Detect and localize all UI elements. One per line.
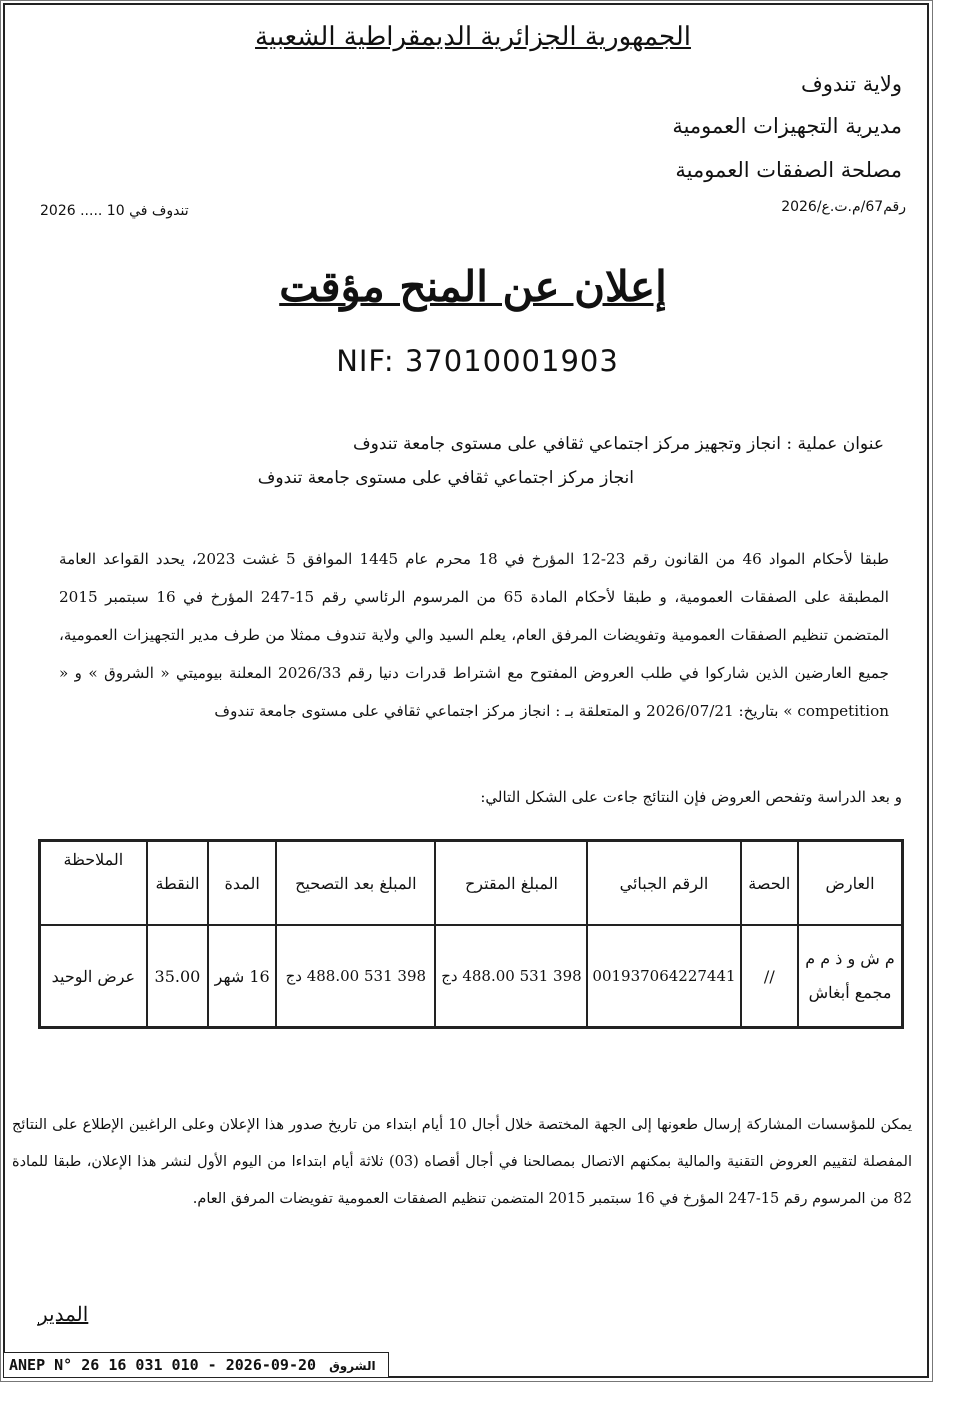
col-bidder: العارض [798,841,902,926]
cell-bidder [798,925,902,1028]
cell-notes: عرض الوحيد [40,925,147,1028]
document-title: إعلان عن المنح مؤقت [279,262,667,311]
cell-tax-id: 001937064227441 [587,925,740,1028]
directorate-label: مديرية التجهيزات العمومية [672,114,902,138]
table-row [40,925,903,1028]
results-intro: و بعد الدراسة وتفحص العروض فإن النتائج جاءت على الشكل التالي: [480,788,902,806]
cell-score: 35.00 [147,925,208,1028]
col-notes: الملاحظة [40,841,147,926]
nif-number: NIF: 37010001903 [336,344,619,378]
results-table [38,839,904,1029]
place-date: تندوف في 10 ..... 2026 [40,203,189,219]
table-header-row [40,841,903,926]
operation-title: عنوان عملية : انجاز وتجهيز مركز اجتماعي ثقافي على مستوى جامعة تندوف [353,434,884,454]
cell-duration: 16 شهر [208,925,276,1028]
service-label: مصلحة الصفقات العمومية [675,158,902,182]
col-lot: الحصة [741,841,799,926]
col-corrected: المبلغ بعد التصحيح [276,841,435,926]
newspaper-logo: الشروق [329,1359,376,1373]
anep-number: ANEP N° 26 16 031 010 - 2026-09-20 [9,1356,317,1374]
cell-corrected: 398 531 488.00 دج [276,925,435,1028]
cell-proposed: 398 531 488.00 دج [435,925,587,1028]
anep-stamp [3,1352,389,1378]
republic-header: الجمهورية الجزائرية الديمقراطية الشعبية [255,22,691,52]
bidder-name: مجمع أبغاش [808,983,892,1002]
appeal-paragraph: يمكن للمؤسسات المشاركة إرسال طعونها إلى الجهة المختصة خلال أجال 10 أيام ابتداء من تاريخ صدور هذا الإعلان وعلى الراغبين الإطلاع على النتائج المفصلة لتقييم العروض التقنية والمالية بمكنهم الاتصال بمصالحنا في أجال أقصاه (03) ثلاثة أيام ابتداءا من اليوم الأول لنشر هذا الإعلان، طبقا للمادة 82 من المرسوم رقم 15-247 المؤرخ في 16 سبتمبر 2015 المتضمن تنظيم الصفقات العمومية تفويضات المرفق العام. [12,1117,913,1207]
director-signature: المدير [38,1302,89,1326]
wilaya-label: ولاية تندوف [800,72,902,96]
cell-lot: // [741,925,799,1028]
bidder-type: م ش و ذ م م [805,949,895,968]
col-score: النقطة [147,841,208,926]
operation-subtitle: انجاز مركز اجتماعي ثقافي على مستوى جامعة تندوف [257,468,634,488]
reference-number: رقم67/م.ت.ع/2026 [781,199,906,215]
col-tax-id: الرقم الجبائي [587,841,740,926]
col-duration: المدة [208,841,276,926]
col-proposed: المبلغ المقترح [435,841,587,926]
legal-paragraph: طبقا لأحكام المواد 46 من القانون رقم 23-12 المؤرخ في 18 محرم عام 1445 الموافق 5 غشت 2023، يحدد القواعد العامة المطبقة على الصفقات العمومية، و طبقا لأحكام المادة 65 من المرسوم الرئاسي رقم 15-247 المؤرخ في 16 سبتمبر 2015 المتضمن تنظيم الصفقات العمومية وتفويضات المرفق العام، يعلم السيد والي ولاية تندوف ممثلا من طرف مدير التجهيزات العمومية، جميع العارضين الذين شاركوا في طلب العروض المفتوح مع اشتراط قدرات دنيا رقم 2026/33 المعلنة بيوميتي « الشروق » و « competition » بتاريخ: 2026/07/21 و المتعلقة بـ : انجاز مركز اجتماعي ثقافي على مستوى جامعة تندوف [59,550,890,720]
